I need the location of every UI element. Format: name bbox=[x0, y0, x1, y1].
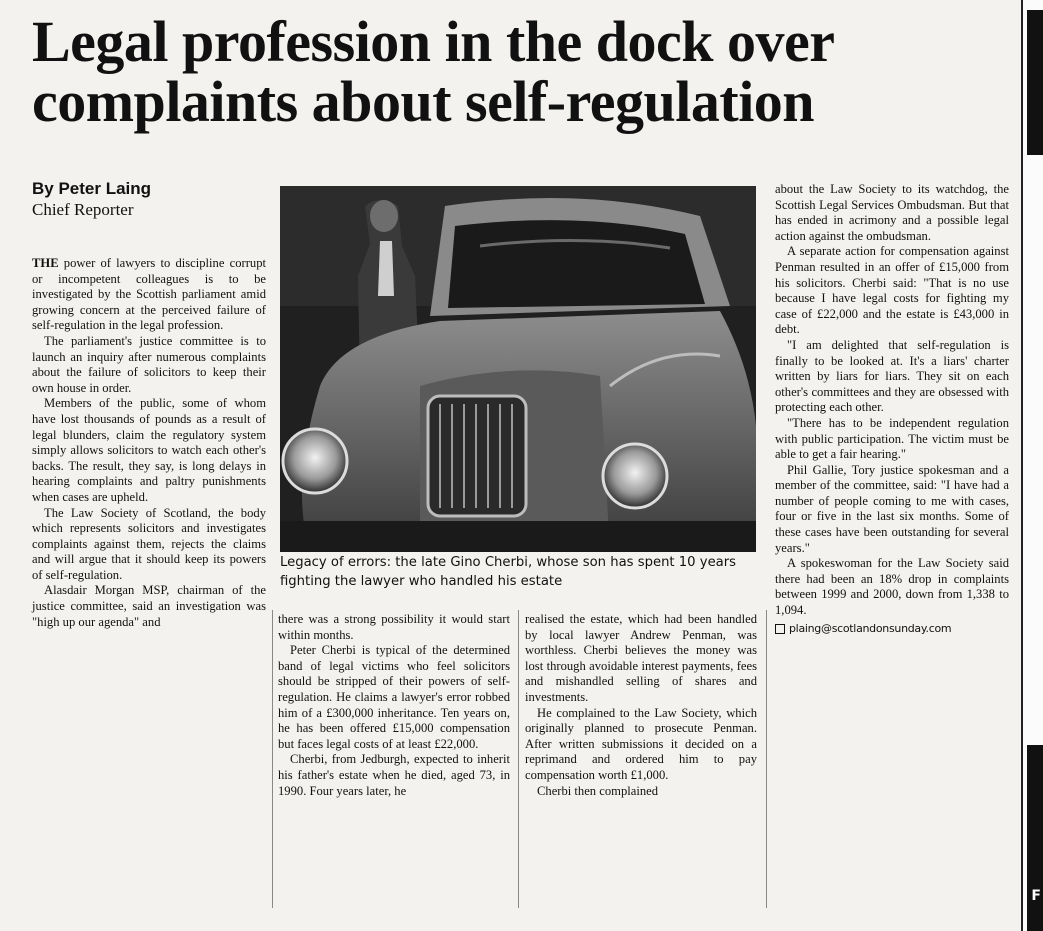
paragraph: Members of the public, some of whom have lost thousands of pounds as a result of legal blunders, claim the regulatory system simply allows solicitors to watch each other's backs. The result, they say, is long delays in hearing complaints and paltry punishments when cases are upheld. bbox=[32, 396, 266, 504]
paragraph: Peter Cherbi is typical of the determined band of legal victims who feel solicitors should be stripped of their powers of self-regulation. He claims a lawyer's error robbed him of a £300,000 inheritance. Ten years on, he has been offered £15,000 compensation but faces legal costs of at least £22,000. bbox=[278, 643, 510, 751]
reporter-email[interactable] bbox=[775, 621, 1009, 637]
paragraph: The parliament's justice committee is to launch an inquiry after numerous complaints about the failure of solicitors to keep their own house in order. bbox=[32, 333, 266, 395]
car-photo-illustration bbox=[280, 186, 756, 552]
paragraph bbox=[32, 256, 266, 334]
article-column-4 bbox=[775, 182, 1009, 636]
column-divider bbox=[766, 610, 767, 908]
edge-dark-block-top bbox=[1027, 10, 1043, 155]
edge-letter: F bbox=[1031, 888, 1041, 904]
paragraph: A spokeswoman for the Law Society said there had been an 18% drop in complaints between 1999 and 2000, down from 1,338 to 1,094. bbox=[775, 556, 1009, 618]
paragraph: Cherbi, from Jedburgh, expected to inherit his father's estate when he died, aged 73, in 1990. Four years later, he bbox=[278, 752, 510, 798]
paragraph-text: power of lawyers to discipline corrupt or incompetent colleagues is to be investigated by the Scottish parliament amid growing concern at the perceived failure of self-regulation in the legal profession. bbox=[32, 256, 266, 333]
photo-caption: Legacy of errors: the late Gino Cherbi, whose son has spent 10 years fighting the lawyer who handled his estate bbox=[280, 555, 737, 589]
paragraph: "There has to be independent regulation with public participation. The victim must be able to get a fair hearing." bbox=[775, 415, 1009, 462]
paragraph: Alasdair Morgan MSP, chairman of the justice committee, said an investigation was "high up our agenda" and bbox=[32, 583, 266, 629]
paragraph: there was a strong possibility it would start within months. bbox=[278, 612, 510, 642]
photo-vintage-car bbox=[280, 186, 756, 552]
byline bbox=[32, 178, 272, 220]
headline: Legal profession in the dock over complaints about self-regulation bbox=[32, 9, 834, 134]
email-box-icon bbox=[775, 624, 785, 634]
paragraph: "I am delighted that self-regulation is finally to be looked at. It's a liars' charter written by liars for liars. They sit on each other's committees and they are obsessed with protecting each other. bbox=[775, 337, 1009, 415]
article-column-3 bbox=[525, 612, 757, 799]
column-divider bbox=[272, 610, 273, 908]
adjacent-page-edge bbox=[1021, 0, 1043, 931]
paragraph: The Law Society of Scotland, the body which represents solicitors and investigates complaints against them, rejects the claims and will argue that it should keep its powers of self-regulation. bbox=[32, 505, 266, 582]
paragraph: realised the estate, which had been handled by local lawyer Andrew Penman, was worthless. Cherbi believes the money was lost through avoidable interest payments, fees and mishandled selling of shares and investments. bbox=[525, 612, 757, 704]
paragraph: Cherbi then complained bbox=[537, 783, 659, 798]
reporter-email-text: plaing@scotlandonsunday.com bbox=[789, 621, 952, 635]
article-column-2 bbox=[278, 612, 510, 799]
paragraph: He complained to the Law Society, which originally planned to prosecute Penman. After written submissions it decided on a reprimand and ordered him to pay compensation worth £1,000. bbox=[525, 705, 757, 782]
byline-name: By Peter Laing bbox=[32, 179, 152, 198]
article-column-1 bbox=[32, 256, 266, 630]
paragraph: A separate action for compensation against Penman resulted in an offer of £15,000 from his solicitors. Cherbi said: "That is no use because I have legal costs for fighting my case of £22,000 and the estate is £43,000 in debt. bbox=[775, 244, 1009, 337]
column-divider bbox=[518, 610, 519, 908]
paragraph: about the Law Society to its watchdog, the Scottish Legal Services Ombudsman. But that has ended in acrimony and a possible legal action against the ombudsman. bbox=[775, 182, 1009, 243]
paragraph: Phil Gallie, Tory justice spokesman and a member of the committee, said: "I have had a number of people coming to me with cases, four or five in the last six months. Some of these cases have been outstanding for several years." bbox=[775, 462, 1009, 555]
lead-word: THE bbox=[32, 256, 59, 270]
byline-role: Chief Reporter bbox=[32, 200, 134, 219]
